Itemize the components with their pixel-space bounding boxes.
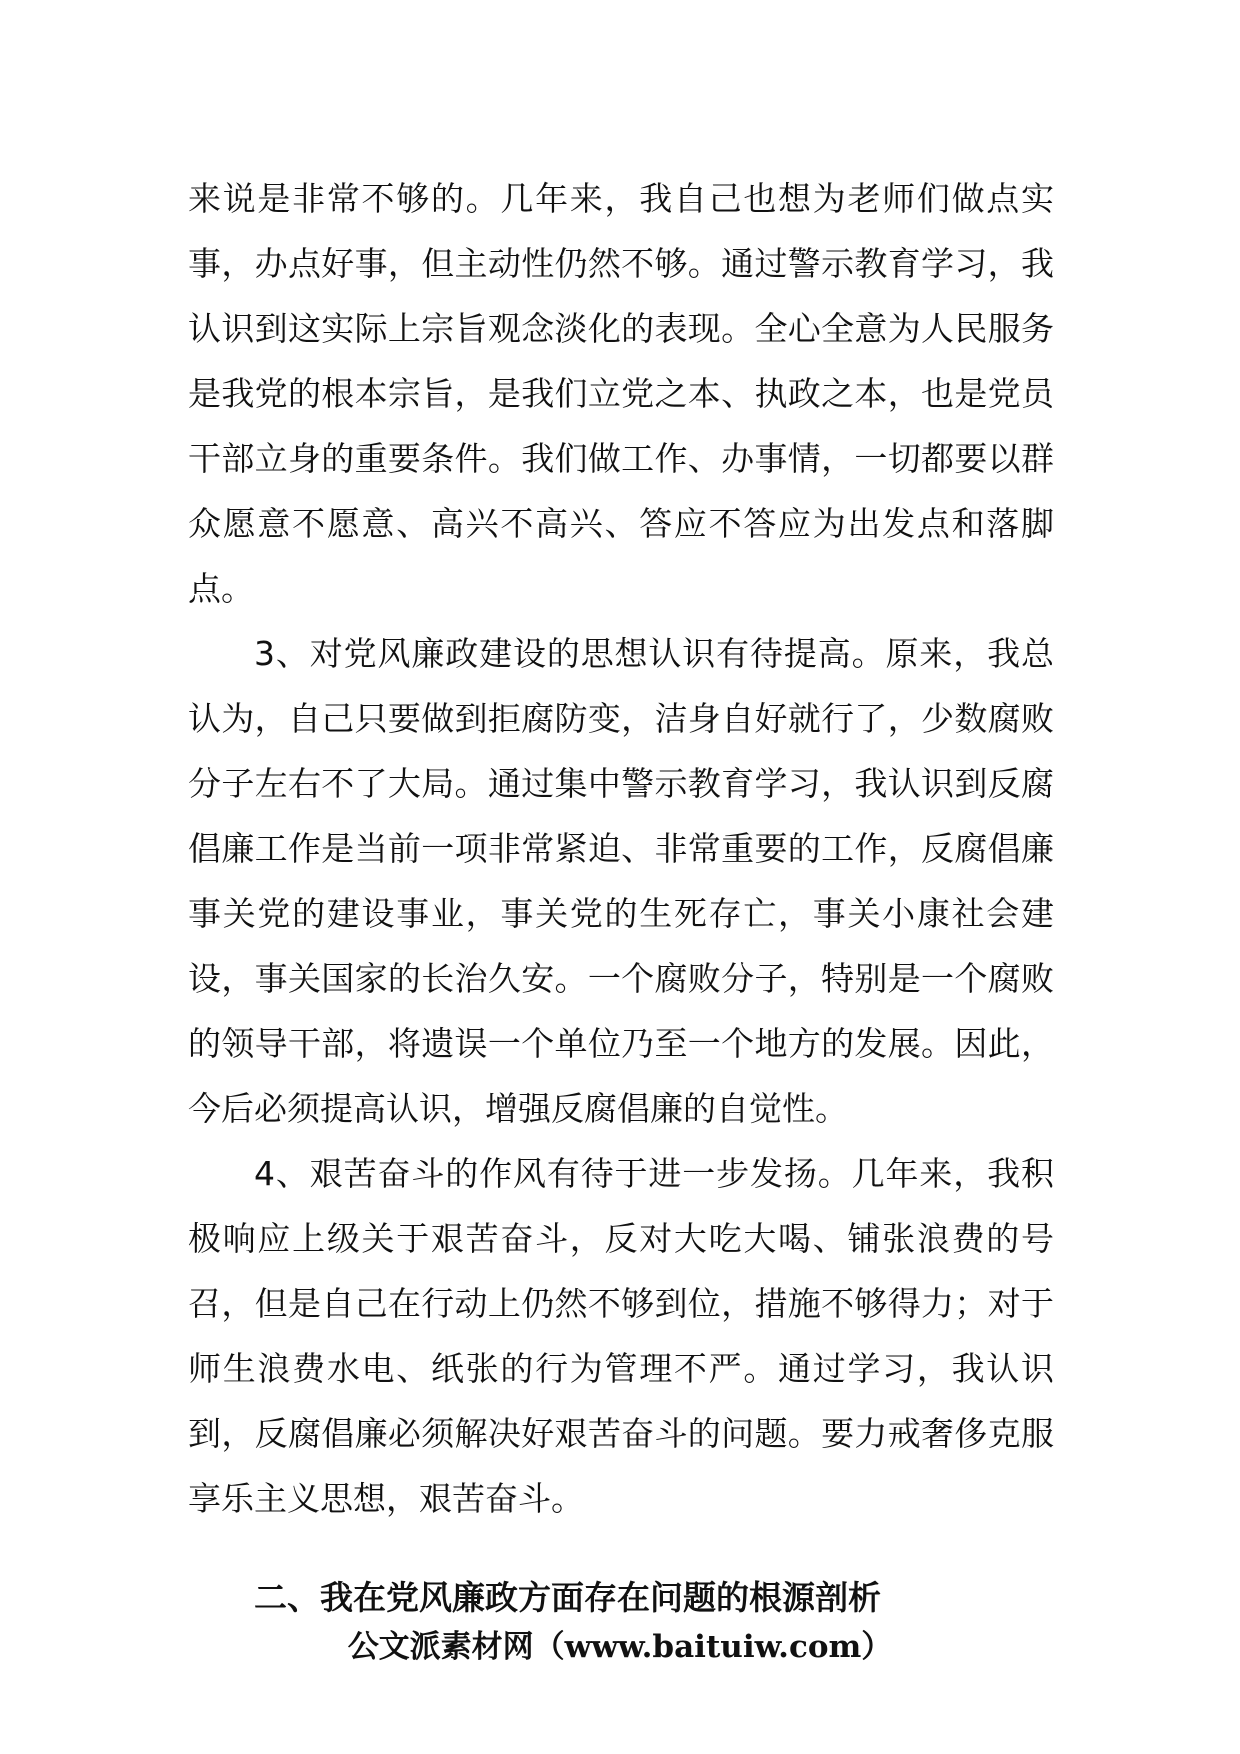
section-heading: 二、我在党风廉政方面存在问题的根源剖析 — [254, 1578, 881, 1617]
body-text — [188, 166, 1054, 1531]
paragraph-item-3: 3、对党风廉政建设的思想认识有待提高。原来，我总认为，自己只要做到拒腐防变，洁身自好就行了，少数腐败分子左右不了大局。通过集中警示教育学习，我认识到反腐倡廉工作是当前一项非常紧迫、非常重要的工作，反腐倡廉事关党的建设事业，事关党的生死存亡，事关小康社会建设，事关国家的长治久安。一个腐败分子，特别是一个腐败的领导干部，将遗误一个单位乃至一个地方的发展。因此，今后必须提高认识，增强反腐倡廉的自觉性。 — [188, 634, 1054, 1128]
paragraph-item-4: 4、艰苦奋斗的作风有待于进一步发扬。几年来，我积极响应上级关于艰苦奋斗，反对大吃大喝、铺张浪费的号召，但是自己在行动上仍然不够到位，措施不够得力；对于师生浪费水电、纸张的行为管理不严。通过学习，我认识到，反腐倡廉必须解决好艰苦奋斗的问题。要力戒奢侈克服享乐主义思想，艰苦奋斗。 — [188, 1154, 1054, 1518]
footer-watermark: 公文派素材网（www.baituiw.com） — [347, 1629, 893, 1665]
paragraph-continued: 来说是非常不够的。几年来，我自己也想为老师们做点实事，办点好事，但主动性仍然不够。通过警示教育学习，我认识到这实际上宗旨观念淡化的表现。全心全意为人民服务是我党的根本宗旨，是我们立党之本、执政之本，也是党员干部立身的重要条件。我们做工作、办事情，一切都要以群众愿意不愿意、高兴不高兴、答应不答应为出发点和落脚点。 — [188, 179, 1054, 608]
